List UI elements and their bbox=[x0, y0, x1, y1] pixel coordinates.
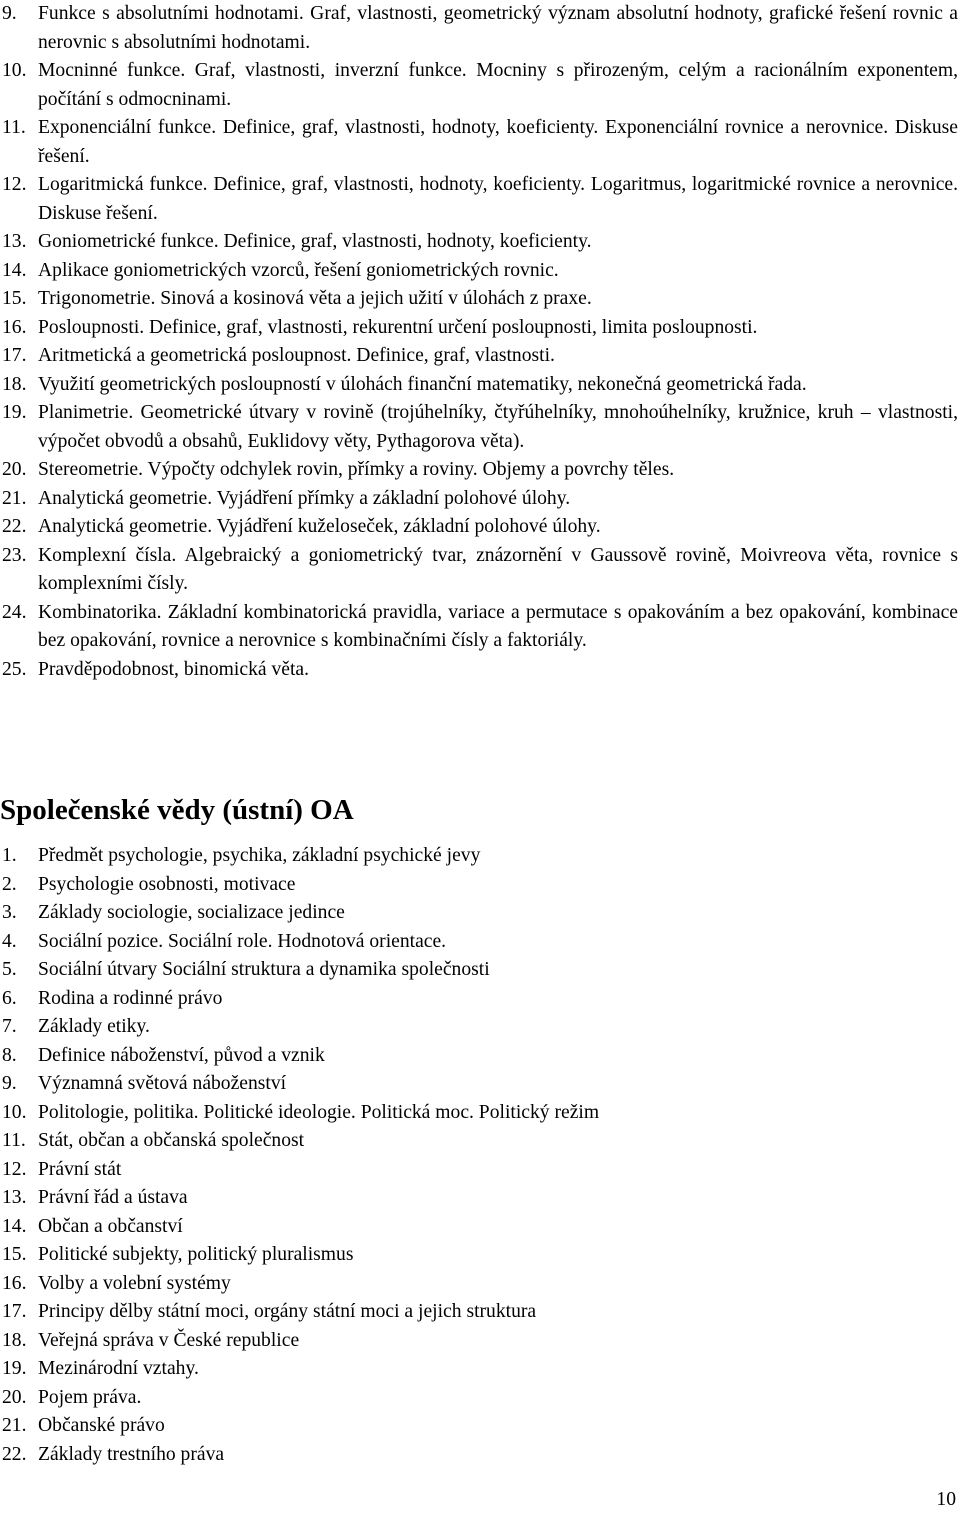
list-item bbox=[0, 928, 960, 957]
item-number: 22. bbox=[2, 516, 27, 537]
item-text: Stereometrie. Výpočty odchylek rovin, přímky a roviny. Objemy a povrchy těles. bbox=[38, 459, 675, 480]
item-text: Trigonometrie. Sinová a kosinová věta a jejich užití v úlohách z praxe. bbox=[38, 288, 592, 309]
item-number: 17. bbox=[2, 345, 27, 366]
list-item bbox=[0, 342, 960, 371]
item-text: Analytická geometrie. Vyjádření přímky a základní polohové úlohy. bbox=[38, 487, 571, 509]
item-number: 7. bbox=[2, 1016, 17, 1037]
list-item bbox=[0, 985, 960, 1014]
item-text: Základy trestního práva bbox=[38, 1443, 225, 1465]
list-item bbox=[0, 1355, 960, 1384]
item-number: 17. bbox=[2, 1301, 27, 1322]
item-text: Volby a volební systémy bbox=[38, 1272, 231, 1294]
list-item bbox=[0, 114, 960, 171]
item-number: 21. bbox=[2, 1415, 27, 1436]
list-item bbox=[0, 513, 960, 542]
item-text: Komplexní čísla. Algebraický a goniometrický tvar, znázornění v Gaussově rovině, Moivreova věta, rovnice s komplexními čísly. bbox=[38, 544, 958, 594]
list-item bbox=[0, 1042, 960, 1071]
item-text: Logaritmická funkce. Definice, graf, vlastnosti, hodnoty, koeficienty. Logaritmus, logaritmické rovnice a nerovnice. Diskuse řešení. bbox=[38, 174, 958, 224]
item-text: Analytická geometrie. Vyjádření kuželoseček, základní polohové úlohy. bbox=[38, 516, 601, 537]
item-number: 3. bbox=[2, 902, 17, 923]
item-text: Posloupnosti. Definice, graf, vlastnosti, rekurentní určení posloupnosti, limita posloupnosti. bbox=[38, 316, 758, 338]
list-item bbox=[0, 1156, 960, 1185]
item-text: Rodina a rodinné právo bbox=[38, 987, 223, 1009]
item-text: Základy etiky. bbox=[38, 1016, 150, 1037]
item-number: 2. bbox=[2, 873, 17, 895]
item-number: 16. bbox=[2, 316, 27, 338]
item-number: 19. bbox=[2, 1358, 27, 1379]
item-text: Občan a občanství bbox=[38, 1215, 183, 1237]
item-text: Funkce s absolutními hodnotami. Graf, vlastnosti, geometrický význam absolutní hodnoty, grafické řešení rovnic a nerovnic s absolutními hodnotami. bbox=[38, 3, 958, 53]
list-item bbox=[0, 899, 960, 928]
item-number: 22. bbox=[2, 1443, 27, 1465]
item-text: Definice náboženství, původ a vznik bbox=[38, 1044, 325, 1066]
item-number: 11. bbox=[2, 117, 26, 138]
item-text: Občanské právo bbox=[38, 1415, 165, 1436]
item-number: 11. bbox=[2, 1130, 26, 1151]
item-text: Principy dělby státní moci, orgány státní moci a jejich struktura bbox=[38, 1301, 537, 1322]
item-number: 10. bbox=[2, 1101, 27, 1123]
list-item bbox=[0, 871, 960, 900]
item-text: Právní stát bbox=[38, 1158, 122, 1180]
item-text: Psychologie osobnosti, motivace bbox=[38, 873, 296, 895]
list-item bbox=[0, 228, 960, 257]
item-number: 4. bbox=[2, 930, 17, 952]
item-text: Politologie, politika. Politické ideologie. Politická moc. Politický režim bbox=[38, 1101, 600, 1123]
item-number: 6. bbox=[2, 987, 17, 1009]
section-heading: Společenské vědy (ústní) OA bbox=[0, 794, 354, 826]
item-text: Goniometrické funkce. Definice, graf, vlastnosti, hodnoty, koeficienty. bbox=[38, 231, 592, 252]
list-item bbox=[0, 1241, 960, 1270]
item-text: Aritmetická a geometrická posloupnost. Definice, graf, vlastnosti. bbox=[38, 345, 555, 366]
item-number: 20. bbox=[2, 1386, 27, 1408]
item-text: Stát, občan a občanská společnost bbox=[38, 1130, 305, 1151]
list-item bbox=[0, 485, 960, 514]
item-text: Aplikace goniometrických vzorců, řešení goniometrických rovnic. bbox=[38, 259, 559, 281]
item-number: 8. bbox=[2, 1044, 17, 1066]
list-item bbox=[0, 1384, 960, 1413]
item-text: Mocninné funkce. Graf, vlastnosti, inverzní funkce. Mocniny s přirozeným, celým a racionálním exponentem, počítání s odmocninami. bbox=[38, 60, 958, 110]
item-number: 18. bbox=[2, 1329, 27, 1351]
list-item bbox=[0, 1327, 960, 1356]
item-number: 10. bbox=[2, 60, 27, 81]
list-item bbox=[0, 171, 960, 228]
item-text: Pravděpodobnost, binomická věta. bbox=[38, 658, 309, 680]
item-text: Sociální útvary Sociální struktura a dynamika společnosti bbox=[38, 959, 490, 980]
item-number: 20. bbox=[2, 459, 27, 480]
item-text: Exponenciální funkce. Definice, graf, vlastnosti, hodnoty, koeficienty. Exponenciální rovnice a nerovnice. Diskuse řešení. bbox=[38, 117, 958, 167]
list-item bbox=[0, 1070, 960, 1099]
item-number: 15. bbox=[2, 288, 27, 309]
list-item bbox=[0, 1099, 960, 1128]
list-item bbox=[0, 1412, 960, 1441]
item-text: Právní řád a ústava bbox=[38, 1187, 188, 1208]
item-text: Využití geometrických posloupností v úlohách finanční matematiky, nekonečná geometrická řada. bbox=[38, 373, 807, 395]
list-item bbox=[0, 399, 960, 456]
list-item bbox=[0, 1441, 960, 1470]
list-item bbox=[0, 599, 960, 656]
list-item bbox=[0, 1298, 960, 1327]
item-text: Veřejná správa v České republice bbox=[38, 1329, 300, 1351]
list-item bbox=[0, 1013, 960, 1042]
list-item bbox=[0, 257, 960, 286]
item-number: 9. bbox=[2, 1073, 17, 1094]
item-text: Kombinatorika. Základní kombinatorická pravidla, variace a permutace s opakováním a bez opakování, kombinace bez opakování, rovnice a nerovnice s kombinačními čísly a faktoriály. bbox=[38, 601, 958, 651]
list-item bbox=[0, 956, 960, 985]
item-number: 13. bbox=[2, 1187, 27, 1208]
list-item bbox=[0, 542, 960, 599]
item-text: Politické subjekty, politický pluralismus bbox=[38, 1244, 354, 1265]
list-item bbox=[0, 285, 960, 314]
list-item bbox=[0, 456, 960, 485]
item-number: 14. bbox=[2, 259, 27, 281]
list-item bbox=[0, 57, 960, 114]
item-number: 14. bbox=[2, 1215, 27, 1237]
item-number: 15. bbox=[2, 1244, 27, 1265]
item-text: Planimetrie. Geometrické útvary v rovině (trojúhelníky, čtyřúhelníky, mnohoúhelníky, kružnice, kruh – vlastnosti, výpočet obvodů a obsahů, Euklidovy věty, Pythagorova věta). bbox=[38, 402, 958, 452]
item-number: 12. bbox=[2, 174, 27, 195]
list-item bbox=[0, 1127, 960, 1156]
item-number: 9. bbox=[2, 3, 17, 24]
item-number: 5. bbox=[2, 959, 17, 980]
list-item bbox=[0, 314, 960, 343]
item-text: Mezinárodní vztahy. bbox=[38, 1358, 199, 1379]
list-item bbox=[0, 1184, 960, 1213]
page-number: 10 bbox=[936, 1489, 956, 1510]
item-number: 25. bbox=[2, 658, 27, 680]
item-text: Předmět psychologie, psychika, základní psychické jevy bbox=[38, 845, 481, 866]
item-text: Sociální pozice. Sociální role. Hodnotová orientace. bbox=[38, 930, 447, 952]
list-item bbox=[0, 1270, 960, 1299]
item-number: 16. bbox=[2, 1272, 27, 1294]
math-topic-list bbox=[0, 0, 960, 684]
item-text: Významná světová náboženství bbox=[38, 1073, 287, 1094]
item-number: 19. bbox=[2, 402, 27, 423]
social-topic-list bbox=[0, 842, 960, 1469]
item-text: Pojem práva. bbox=[38, 1386, 142, 1408]
list-item bbox=[0, 371, 960, 400]
item-text: Základy sociologie, socializace jedince bbox=[38, 902, 345, 923]
item-number: 21. bbox=[2, 487, 27, 509]
item-number: 23. bbox=[2, 544, 27, 566]
item-number: 18. bbox=[2, 373, 27, 395]
item-number: 13. bbox=[2, 231, 27, 252]
list-item bbox=[0, 842, 960, 871]
list-item bbox=[0, 0, 960, 57]
item-number: 12. bbox=[2, 1158, 27, 1180]
item-number: 24. bbox=[2, 601, 27, 623]
item-number: 1. bbox=[2, 845, 17, 866]
list-item bbox=[0, 1213, 960, 1242]
list-item bbox=[0, 656, 960, 685]
